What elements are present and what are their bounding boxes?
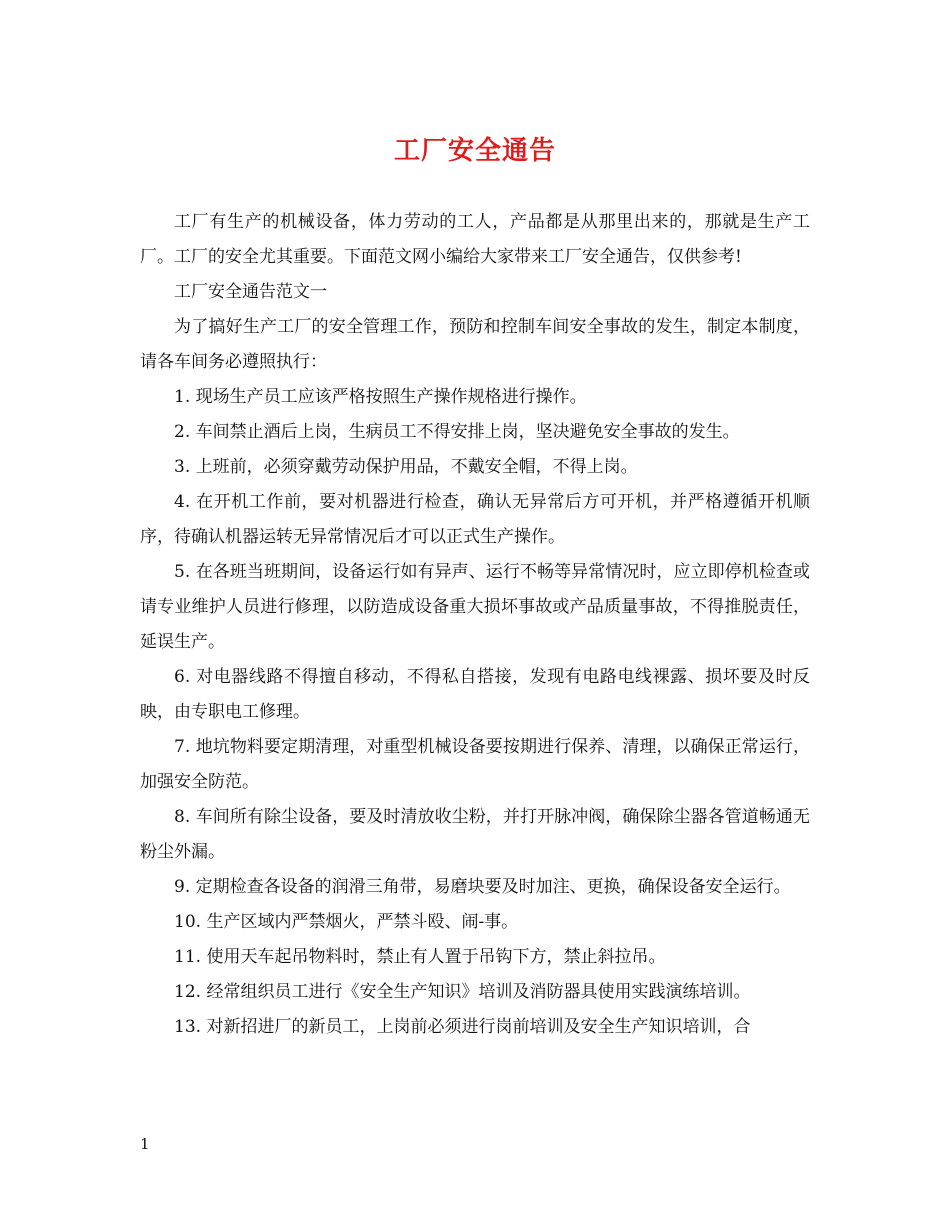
document-title: 工厂安全通告 (393, 136, 556, 166)
section-intro-paragraph: 为了搞好生产工厂的安全管理工作，预防和控制车间安全事故的发生，制定本制度，请各车间务必遵照执行： (140, 317, 810, 372)
list-item: 13. 对新招进厂的新员工，上岗前必须进行岗前培训及安全生产知识培训，合 (174, 1017, 751, 1037)
list-item: 3. 上班前，必须穿戴劳动保护用品，不戴安全帽，不得上岗。 (174, 457, 638, 477)
document-body (140, 205, 810, 1045)
list-item: 2. 车间禁止酒后上岗，生病员工不得安排上岗，坚决避免安全事故的发生。 (174, 422, 740, 442)
list-item: 4. 在开机工作前，要对机器进行检查，确认无异常后方可开机，并严格遵循开机顺序，待确认机器运转无异常情况后才可以正式生产操作。 (140, 492, 810, 547)
section-heading: 工厂安全通告范文一 (174, 282, 327, 302)
intro-paragraph: 工厂有生产的机械设备，体力劳动的工人，产品都是从那里出来的，那就是生产工厂。工厂的安全尤其重要。下面范文网小编给大家带来工厂安全通告，仅供参考! (140, 212, 810, 267)
list-item: 11. 使用天车起吊物料时，禁止有人置于吊钩下方，禁止斜拉吊。 (174, 947, 666, 967)
list-item: 6. 对电器线路不得擅自移动，不得私自搭接，发现有电路电线裸露、损坏要及时反映，由专职电工修理。 (140, 667, 810, 722)
list-item: 10. 生产区域内严禁烟火，严禁斗殴、闹-事。 (174, 912, 519, 932)
list-item: 8. 车间所有除尘设备，要及时清放收尘粉，并打开脉冲阀，确保除尘器各管道畅通无粉尘外漏。 (140, 807, 810, 862)
page-number: 1 (140, 1135, 150, 1153)
list-item: 9. 定期检查各设备的润滑三角带，易磨块要及时加注、更换，确保设备安全运行。 (174, 877, 791, 897)
list-item: 12. 经常组织员工进行《安全生产知识》培训及消防器具使用实践演练培训。 (174, 982, 751, 1002)
list-item: 7. 地坑物料要定期清理，对重型机械设备要按期进行保养、清理，以确保正常运行，加强安全防范。 (140, 737, 810, 792)
list-item: 5. 在各班当班期间，设备运行如有异声、运行不畅等异常情况时，应立即停机检查或请专业维护人员进行修理，以防造成设备重大损坏事故或产品质量事故，不得推脱责任，延误生产。 (140, 562, 810, 652)
list-item: 1. 现场生产员工应该严格按照生产操作规格进行操作。 (174, 387, 587, 407)
